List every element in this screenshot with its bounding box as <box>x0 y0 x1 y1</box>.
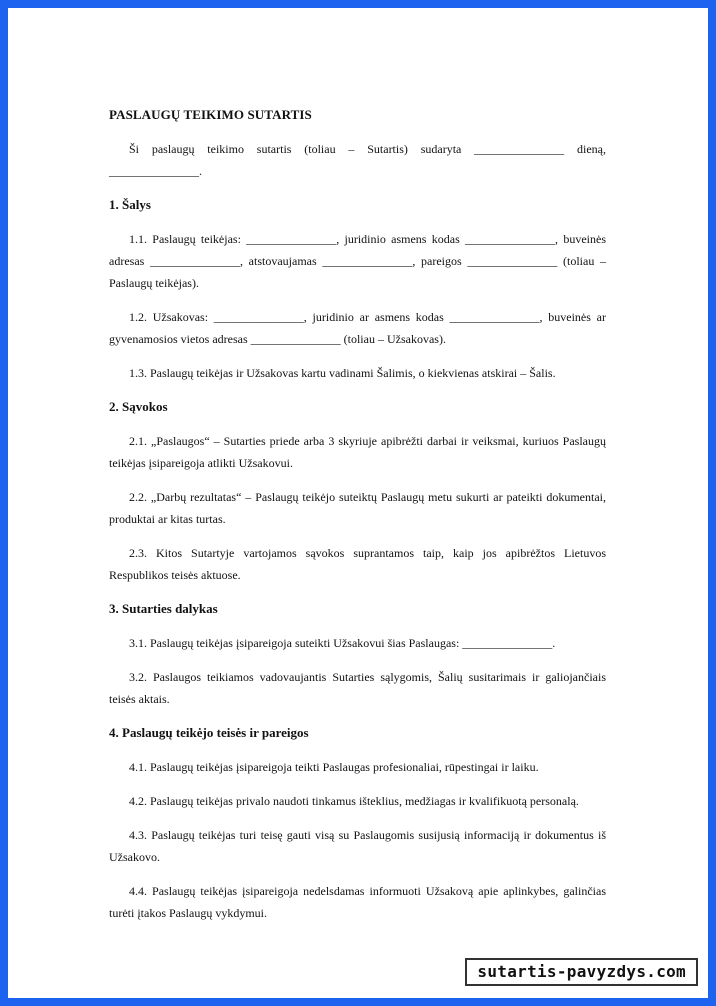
clause-1-2: 1.2. Užsakovas: _______________, juridinio ar asmens kodas _______________, buveinės ar gyvenamosios vietos adresas _______________ (toliau – Užsakovas). <box>109 310 606 346</box>
clause-1-3: 1.3. Paslaugų teikėjas ir Užsakovas kartu vadinami Šalimis, o kiekvienas atskirai – Šalis. <box>129 366 556 380</box>
document-body <box>109 104 606 936</box>
section-heading-subject: 3. Sutarties dalykas <box>109 601 218 616</box>
clause-3-2: 3.2. Paslaugos teikiamos vadovaujantis Sutarties sąlygomis, Šalių susitarimais ir galiojančiais teisės aktais. <box>109 670 606 706</box>
clause-4-2: 4.2. Paslaugų teikėjas privalo naudoti tinkamus išteklius, medžiagas ir kvalifikuotą personalą. <box>129 794 579 808</box>
document-title: PASLAUGŲ TEIKIMO SUTARTIS <box>109 107 312 122</box>
section-heading-parties: 1. Šalys <box>109 197 151 212</box>
clause-2-2: 2.2. „Darbų rezultatas“ – Paslaugų teikėjo suteiktų Paslaugų metu sukurti ar pateikti dokumentai, produktai ar kitas turtas. <box>109 490 606 526</box>
clause-2-1: 2.1. „Paslaugos“ – Sutarties priede arba 3 skyriuje apibrėžti darbai ir veiksmai, kuriuos Paslaugų teikėjas įsipareigoja atlikti Užsakovui. <box>109 434 606 470</box>
clause-1-1: 1.1. Paslaugų teikėjas: _______________, juridinio asmens kodas _______________, buveinės adresas _______________, atstovaujamas _______________, pareigos _______________ (toliau – Paslaugų teikėjas). <box>109 232 606 290</box>
site-watermark-badge: sutartis-pavyzdys.com <box>465 958 698 986</box>
section-heading-provider-rights: 4. Paslaugų teikėjo teisės ir pareigos <box>109 725 309 740</box>
intro-paragraph: Ši paslaugų teikimo sutartis (toliau – Sutartis) sudaryta _______________ dieną, _______________. <box>109 142 606 178</box>
clause-2-3: 2.3. Kitos Sutartyje vartojamos sąvokos suprantamos taip, kaip jos apibrėžtos Lietuvos Respublikos teisės aktuose. <box>109 546 606 582</box>
clause-4-1: 4.1. Paslaugų teikėjas įsipareigoja teikti Paslaugas profesionaliai, rūpestingai ir laiku. <box>129 760 539 774</box>
clause-4-3: 4.3. Paslaugų teikėjas turi teisę gauti visą su Paslaugomis susijusią informaciją ir dokumentus iš Užsakovo. <box>109 828 606 864</box>
clause-4-4: 4.4. Paslaugų teikėjas įsipareigoja nedelsdamas informuoti Užsakovą apie aplinkybes, galinčias turėti įtakos Paslaugų vykdymui. <box>109 884 606 920</box>
document-page <box>8 8 708 998</box>
clause-3-1: 3.1. Paslaugų teikėjas įsipareigoja suteikti Užsakovui šias Paslaugas: _______________. <box>129 636 556 650</box>
section-heading-definitions: 2. Sąvokos <box>109 399 168 414</box>
